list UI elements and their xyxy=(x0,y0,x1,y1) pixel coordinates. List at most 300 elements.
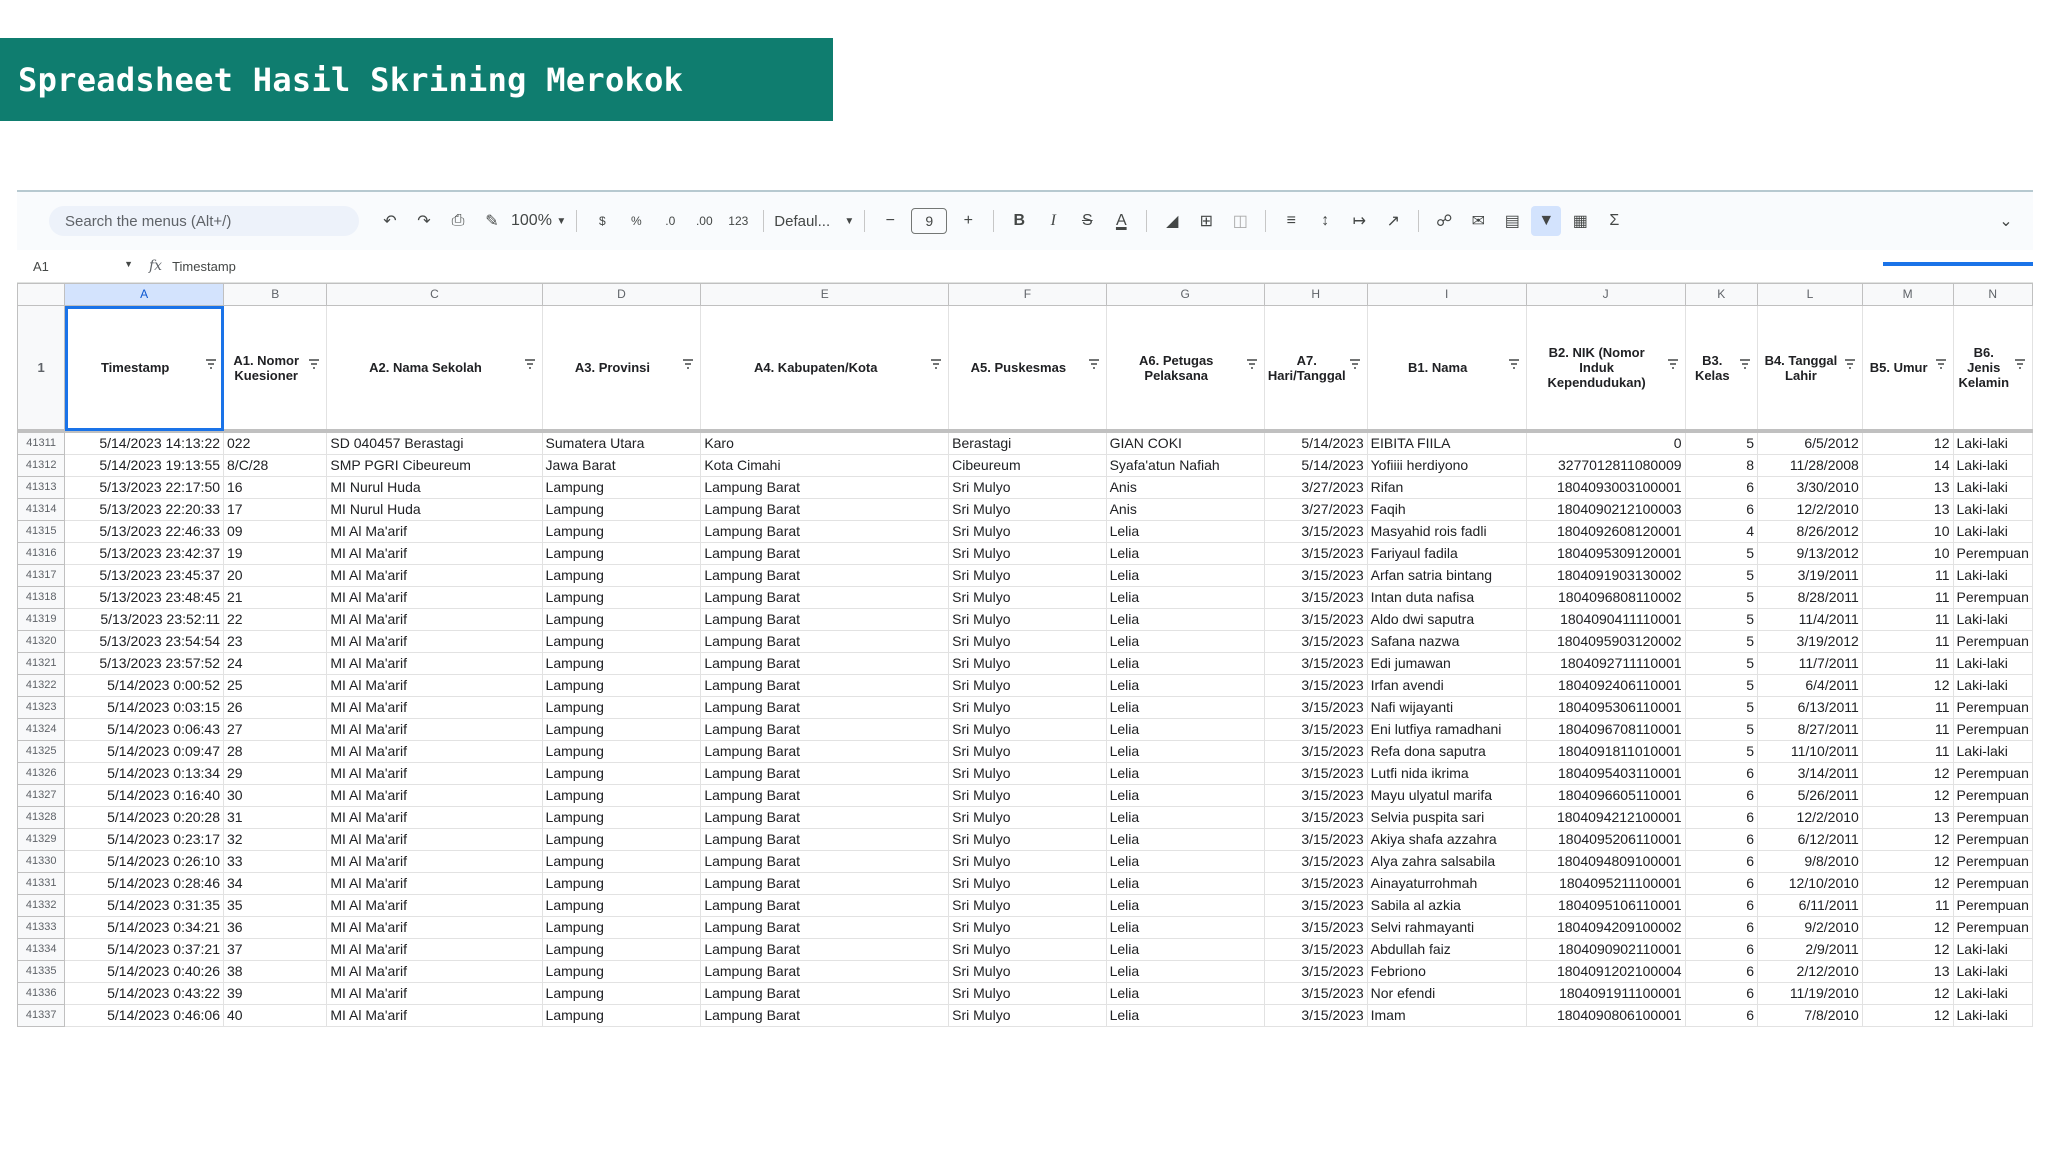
cell-prov[interactable]: Lampung xyxy=(542,807,701,829)
cell-sekolah[interactable]: MI Al Ma'arif xyxy=(327,785,542,807)
cell-lahir[interactable]: 6/5/2012 xyxy=(1758,431,1863,455)
cell-kab[interactable]: Lampung Barat xyxy=(701,829,949,851)
row-number[interactable]: 1 xyxy=(18,306,65,432)
row-number[interactable]: 41326 xyxy=(18,763,65,785)
cell-prov[interactable]: Lampung xyxy=(542,653,701,675)
cell-nik[interactable]: 0 xyxy=(1526,431,1685,455)
cell-ts[interactable]: 5/13/2023 23:45:37 xyxy=(65,565,224,587)
cell-kelas[interactable]: 5 xyxy=(1685,565,1757,587)
cell-prov[interactable]: Jawa Barat xyxy=(542,455,701,477)
cell-petugas[interactable]: Lelia xyxy=(1106,961,1264,983)
column-header-n[interactable]: N xyxy=(1953,284,2033,306)
cell-nik[interactable]: 1804090806100001 xyxy=(1526,1005,1685,1027)
fill-color-icon[interactable]: ◢ xyxy=(1166,213,1179,230)
cell-kelas[interactable]: 5 xyxy=(1685,609,1757,631)
cell-umur[interactable]: 11 xyxy=(1862,719,1953,741)
cell-no[interactable]: 28 xyxy=(224,741,327,763)
cell-sekolah[interactable]: MI Al Ma'arif xyxy=(327,939,542,961)
cell-kelas[interactable]: 6 xyxy=(1685,785,1757,807)
filter-icon[interactable] xyxy=(205,358,217,370)
cell-sekolah[interactable]: MI Al Ma'arif xyxy=(327,543,542,565)
text-rotation-icon[interactable]: ↗ xyxy=(1386,213,1400,230)
cell-nama[interactable]: Mayu ulyatul marifa xyxy=(1367,785,1526,807)
cell-petugas[interactable]: Lelia xyxy=(1106,697,1264,719)
font-size-input[interactable]: 9 xyxy=(911,208,947,234)
cell-pusk[interactable]: Sri Mulyo xyxy=(949,1005,1106,1027)
cell-jk[interactable]: Perempuan xyxy=(1953,631,2033,653)
cell-petugas[interactable]: GIAN COKI xyxy=(1106,431,1264,455)
cell-no[interactable]: 27 xyxy=(224,719,327,741)
cell-petugas[interactable]: Lelia xyxy=(1106,851,1264,873)
cell-umur[interactable]: 11 xyxy=(1862,653,1953,675)
cell-petugas[interactable]: Lelia xyxy=(1106,609,1264,631)
cell-tgl[interactable]: 3/15/2023 xyxy=(1264,763,1367,785)
cell-nik[interactable]: 1804095206110001 xyxy=(1526,829,1685,851)
strikethrough-icon[interactable]: S xyxy=(1081,212,1093,229)
cell-nik[interactable]: 1804090902110001 xyxy=(1526,939,1685,961)
cell-kelas[interactable]: 5 xyxy=(1685,675,1757,697)
cell-ts[interactable]: 5/13/2023 23:52:11 xyxy=(65,609,224,631)
cell-no[interactable]: 21 xyxy=(224,587,327,609)
filter-icon[interactable] xyxy=(1088,358,1100,370)
cell-nik[interactable]: 1804090411110001 xyxy=(1526,609,1685,631)
cell-kab[interactable]: Lampung Barat xyxy=(701,785,949,807)
cell-sekolah[interactable]: MI Al Ma'arif xyxy=(327,961,542,983)
header-cell-nik[interactable] xyxy=(1526,306,1685,432)
cell-nik[interactable]: 1804091911100001 xyxy=(1526,983,1685,1005)
cell-kelas[interactable]: 6 xyxy=(1685,829,1757,851)
cell-tgl[interactable]: 3/15/2023 xyxy=(1264,939,1367,961)
cell-kab[interactable]: Lampung Barat xyxy=(701,499,949,521)
cell-sekolah[interactable]: MI Al Ma'arif xyxy=(327,1005,542,1027)
text-color-icon[interactable]: A xyxy=(1115,212,1127,229)
cell-petugas[interactable]: Lelia xyxy=(1106,521,1264,543)
cell-lahir[interactable]: 3/19/2011 xyxy=(1758,565,1863,587)
zoom-select[interactable]: 100% ▼ xyxy=(511,212,567,229)
cell-lahir[interactable]: 11/4/2011 xyxy=(1758,609,1863,631)
cell-jk[interactable]: Laki-laki xyxy=(1953,939,2033,961)
row-number[interactable]: 41318 xyxy=(18,587,65,609)
cell-kab[interactable]: Lampung Barat xyxy=(701,851,949,873)
cell-prov[interactable]: Lampung xyxy=(542,675,701,697)
cell-no[interactable]: 22 xyxy=(224,609,327,631)
cell-jk[interactable]: Laki-laki xyxy=(1953,565,2033,587)
collapse-toolbar-icon[interactable]: ⌄ xyxy=(1999,213,2013,230)
cell-sekolah[interactable]: MI Nurul Huda xyxy=(327,477,542,499)
cell-kelas[interactable]: 6 xyxy=(1685,851,1757,873)
cell-tgl[interactable]: 3/15/2023 xyxy=(1264,851,1367,873)
cell-jk[interactable]: Perempuan xyxy=(1953,917,2033,939)
cell-prov[interactable]: Lampung xyxy=(542,895,701,917)
cell-sekolah[interactable]: MI Al Ma'arif xyxy=(327,917,542,939)
cell-pusk[interactable]: Sri Mulyo xyxy=(949,851,1106,873)
cell-nik[interactable]: 1804095309120001 xyxy=(1526,543,1685,565)
cell-pusk[interactable]: Sri Mulyo xyxy=(949,741,1106,763)
cell-ts[interactable]: 5/13/2023 23:48:45 xyxy=(65,587,224,609)
cell-umur[interactable]: 12 xyxy=(1862,939,1953,961)
cell-kab[interactable]: Lampung Barat xyxy=(701,675,949,697)
cell-nama[interactable]: Rifan xyxy=(1367,477,1526,499)
cell-nama[interactable]: Nafi wijayanti xyxy=(1367,697,1526,719)
cell-nama[interactable]: Faqih xyxy=(1367,499,1526,521)
cell-prov[interactable]: Lampung xyxy=(542,609,701,631)
cell-nama[interactable]: Alya zahra salsabila xyxy=(1367,851,1526,873)
cell-jk[interactable]: Laki-laki xyxy=(1953,455,2033,477)
cell-tgl[interactable]: 3/15/2023 xyxy=(1264,895,1367,917)
cell-jk[interactable]: Perempuan xyxy=(1953,851,2033,873)
filter-icon[interactable] xyxy=(1935,358,1947,370)
cell-kelas[interactable]: 6 xyxy=(1685,895,1757,917)
cell-umur[interactable]: 11 xyxy=(1862,697,1953,719)
row-number[interactable]: 41323 xyxy=(18,697,65,719)
filter-icon[interactable] xyxy=(1844,358,1856,370)
cell-jk[interactable]: Laki-laki xyxy=(1953,961,2033,983)
cell-umur[interactable]: 12 xyxy=(1862,785,1953,807)
cell-umur[interactable]: 11 xyxy=(1862,631,1953,653)
cell-sekolah[interactable]: MI Al Ma'arif xyxy=(327,763,542,785)
cell-lahir[interactable]: 11/28/2008 xyxy=(1758,455,1863,477)
cell-pusk[interactable]: Cibeureum xyxy=(949,455,1106,477)
cell-umur[interactable]: 12 xyxy=(1862,829,1953,851)
cell-jk[interactable]: Laki-laki xyxy=(1953,477,2033,499)
cell-prov[interactable]: Lampung xyxy=(542,499,701,521)
cell-ts[interactable]: 5/14/2023 0:03:15 xyxy=(65,697,224,719)
cell-umur[interactable]: 14 xyxy=(1862,455,1953,477)
cell-tgl[interactable]: 3/15/2023 xyxy=(1264,785,1367,807)
cell-umur[interactable]: 11 xyxy=(1862,609,1953,631)
cell-kelas[interactable]: 5 xyxy=(1685,697,1757,719)
cell-prov[interactable]: Lampung xyxy=(542,917,701,939)
cell-nik[interactable]: 1804096808110002 xyxy=(1526,587,1685,609)
cell-ts[interactable]: 5/13/2023 22:17:50 xyxy=(65,477,224,499)
cell-kab[interactable]: Lampung Barat xyxy=(701,587,949,609)
cell-nama[interactable]: Eni lutfiya ramadhani xyxy=(1367,719,1526,741)
cell-no[interactable]: 34 xyxy=(224,873,327,895)
cell-umur[interactable]: 12 xyxy=(1862,763,1953,785)
cell-pusk[interactable]: Sri Mulyo xyxy=(949,543,1106,565)
print-icon[interactable]: ⎙ xyxy=(451,212,465,229)
cell-jk[interactable]: Perempuan xyxy=(1953,895,2033,917)
currency-format-button[interactable]: $ xyxy=(598,214,606,228)
cell-sekolah[interactable]: MI Al Ma'arif xyxy=(327,829,542,851)
cell-kelas[interactable]: 6 xyxy=(1685,477,1757,499)
cell-kelas[interactable]: 6 xyxy=(1685,983,1757,1005)
cell-petugas[interactable]: Lelia xyxy=(1106,675,1264,697)
cell-prov[interactable]: Lampung xyxy=(542,983,701,1005)
cell-kelas[interactable]: 5 xyxy=(1685,653,1757,675)
cell-tgl[interactable]: 3/15/2023 xyxy=(1264,741,1367,763)
cell-no[interactable]: 33 xyxy=(224,851,327,873)
cell-prov[interactable]: Lampung xyxy=(542,631,701,653)
cell-tgl[interactable]: 3/27/2023 xyxy=(1264,477,1367,499)
cell-pusk[interactable]: Sri Mulyo xyxy=(949,653,1106,675)
cell-umur[interactable]: 13 xyxy=(1862,961,1953,983)
cell-no[interactable]: 16 xyxy=(224,477,327,499)
cell-sekolah[interactable]: MI Nurul Huda xyxy=(327,499,542,521)
cell-pusk[interactable]: Sri Mulyo xyxy=(949,917,1106,939)
row-number[interactable]: 41320 xyxy=(18,631,65,653)
cell-petugas[interactable]: Lelia xyxy=(1106,763,1264,785)
cell-jk[interactable]: Laki-laki xyxy=(1953,521,2033,543)
cell-nik[interactable]: 1804093003100001 xyxy=(1526,477,1685,499)
cell-ts[interactable]: 5/13/2023 23:57:52 xyxy=(65,653,224,675)
cell-nama[interactable]: Yofiiii herdiyono xyxy=(1367,455,1526,477)
row-number[interactable]: 41333 xyxy=(18,917,65,939)
cell-no[interactable]: 36 xyxy=(224,917,327,939)
cell-kab[interactable]: Lampung Barat xyxy=(701,609,949,631)
cell-no[interactable]: 39 xyxy=(224,983,327,1005)
cell-kelas[interactable]: 4 xyxy=(1685,521,1757,543)
cell-nik[interactable]: 1804092406110001 xyxy=(1526,675,1685,697)
cell-kelas[interactable]: 6 xyxy=(1685,873,1757,895)
cell-ts[interactable]: 5/14/2023 0:00:52 xyxy=(65,675,224,697)
cell-tgl[interactable]: 3/15/2023 xyxy=(1264,543,1367,565)
cell-prov[interactable]: Lampung xyxy=(542,785,701,807)
cell-umur[interactable]: 10 xyxy=(1862,521,1953,543)
cell-tgl[interactable]: 3/15/2023 xyxy=(1264,697,1367,719)
column-header-c[interactable]: C xyxy=(327,284,542,306)
cell-jk[interactable]: Laki-laki xyxy=(1953,431,2033,455)
cell-nama[interactable]: Lutfi nida ikrima xyxy=(1367,763,1526,785)
cell-ts[interactable]: 5/13/2023 22:20:33 xyxy=(65,499,224,521)
cell-kelas[interactable]: 5 xyxy=(1685,543,1757,565)
cell-nama[interactable]: Selvia puspita sari xyxy=(1367,807,1526,829)
cell-umur[interactable]: 12 xyxy=(1862,1005,1953,1027)
cell-lahir[interactable]: 8/27/2011 xyxy=(1758,719,1863,741)
cell-nik[interactable]: 1804095106110001 xyxy=(1526,895,1685,917)
cell-lahir[interactable]: 2/12/2010 xyxy=(1758,961,1863,983)
cell-pusk[interactable]: Sri Mulyo xyxy=(949,873,1106,895)
row-number[interactable]: 41329 xyxy=(18,829,65,851)
cell-pusk[interactable]: Sri Mulyo xyxy=(949,939,1106,961)
cell-prov[interactable]: Lampung xyxy=(542,521,701,543)
cell-sekolah[interactable]: SD 040457 Berastagi xyxy=(327,431,542,455)
cell-prov[interactable]: Lampung xyxy=(542,477,701,499)
cell-lahir[interactable]: 9/13/2012 xyxy=(1758,543,1863,565)
cell-pusk[interactable]: Sri Mulyo xyxy=(949,697,1106,719)
cell-petugas[interactable]: Lelia xyxy=(1106,785,1264,807)
cell-ts[interactable]: 5/13/2023 23:42:37 xyxy=(65,543,224,565)
cell-sekolah[interactable]: MI Al Ma'arif xyxy=(327,895,542,917)
cell-sekolah[interactable]: MI Al Ma'arif xyxy=(327,653,542,675)
row-number[interactable]: 41317 xyxy=(18,565,65,587)
column-header-m[interactable]: M xyxy=(1862,284,1953,306)
header-cell-lahir[interactable] xyxy=(1758,306,1863,432)
insert-chart-icon[interactable]: ▤ xyxy=(1504,213,1520,230)
header-cell-kelas[interactable] xyxy=(1685,306,1757,432)
header-cell-tgl[interactable] xyxy=(1264,306,1367,432)
cell-kab[interactable]: Lampung Barat xyxy=(701,741,949,763)
cell-ts[interactable]: 5/13/2023 22:46:33 xyxy=(65,521,224,543)
cell-petugas[interactable]: Lelia xyxy=(1106,543,1264,565)
cell-umur[interactable]: 11 xyxy=(1862,565,1953,587)
cell-lahir[interactable]: 5/26/2011 xyxy=(1758,785,1863,807)
row-number[interactable]: 41325 xyxy=(18,741,65,763)
cell-pusk[interactable]: Sri Mulyo xyxy=(949,763,1106,785)
cell-kab[interactable]: Lampung Barat xyxy=(701,917,949,939)
filter-icon[interactable] xyxy=(682,358,694,370)
cell-nama[interactable]: Fariyaul fadila xyxy=(1367,543,1526,565)
cell-kelas[interactable]: 6 xyxy=(1685,939,1757,961)
cell-no[interactable]: 35 xyxy=(224,895,327,917)
cell-jk[interactable]: Laki-laki xyxy=(1953,675,2033,697)
cell-prov[interactable]: Lampung xyxy=(542,961,701,983)
cell-tgl[interactable]: 3/15/2023 xyxy=(1264,653,1367,675)
cell-ts[interactable]: 5/14/2023 0:34:21 xyxy=(65,917,224,939)
horizontal-align-icon[interactable]: ≡ xyxy=(1286,212,1296,229)
column-header-j[interactable]: J xyxy=(1526,284,1685,306)
cell-jk[interactable]: Perempuan xyxy=(1953,807,2033,829)
column-header-l[interactable]: L xyxy=(1758,284,1863,306)
cell-lahir[interactable]: 3/14/2011 xyxy=(1758,763,1863,785)
cell-tgl[interactable]: 3/15/2023 xyxy=(1264,807,1367,829)
cell-petugas[interactable]: Lelia xyxy=(1106,741,1264,763)
cell-tgl[interactable]: 3/27/2023 xyxy=(1264,499,1367,521)
cell-lahir[interactable]: 7/8/2010 xyxy=(1758,1005,1863,1027)
cell-jk[interactable]: Perempuan xyxy=(1953,587,2033,609)
cell-lahir[interactable]: 6/12/2011 xyxy=(1758,829,1863,851)
cell-prov[interactable]: Sumatera Utara xyxy=(542,431,701,455)
cell-jk[interactable]: Perempuan xyxy=(1953,829,2033,851)
cell-petugas[interactable]: Lelia xyxy=(1106,873,1264,895)
cell-ts[interactable]: 5/14/2023 0:26:10 xyxy=(65,851,224,873)
cell-kab[interactable]: Lampung Barat xyxy=(701,1005,949,1027)
cell-sekolah[interactable]: MI Al Ma'arif xyxy=(327,807,542,829)
cell-nik[interactable]: 1804095903120002 xyxy=(1526,631,1685,653)
cell-kelas[interactable]: 5 xyxy=(1685,741,1757,763)
cell-lahir[interactable]: 6/4/2011 xyxy=(1758,675,1863,697)
cell-nik[interactable]: 1804095211100001 xyxy=(1526,873,1685,895)
header-cell-ts[interactable] xyxy=(65,306,224,432)
cell-jk[interactable]: Laki-laki xyxy=(1953,741,2033,763)
cell-nama[interactable]: Akiya shafa azzahra xyxy=(1367,829,1526,851)
cell-nama[interactable]: Edi jumawan xyxy=(1367,653,1526,675)
cell-nik[interactable]: 1804095306110001 xyxy=(1526,697,1685,719)
cell-petugas[interactable]: Lelia xyxy=(1106,895,1264,917)
cell-tgl[interactable]: 5/14/2023 xyxy=(1264,455,1367,477)
cell-sekolah[interactable]: MI Al Ma'arif xyxy=(327,565,542,587)
header-cell-umur[interactable] xyxy=(1862,306,1953,432)
filter-views-icon[interactable]: ▦ xyxy=(1572,213,1588,230)
cell-tgl[interactable]: 3/15/2023 xyxy=(1264,1005,1367,1027)
filter-icon[interactable] xyxy=(1667,358,1679,370)
cell-kelas[interactable]: 6 xyxy=(1685,961,1757,983)
increase-font-size-icon[interactable]: + xyxy=(963,212,973,229)
cell-umur[interactable]: 12 xyxy=(1862,851,1953,873)
cell-kab[interactable]: Lampung Barat xyxy=(701,631,949,653)
cell-jk[interactable]: Perempuan xyxy=(1953,873,2033,895)
cell-sekolah[interactable]: MI Al Ma'arif xyxy=(327,631,542,653)
cell-petugas[interactable]: Syafa'atun Nafiah xyxy=(1106,455,1264,477)
cell-ts[interactable]: 5/14/2023 0:43:22 xyxy=(65,983,224,1005)
cell-no[interactable]: 26 xyxy=(224,697,327,719)
cell-pusk[interactable]: Sri Mulyo xyxy=(949,983,1106,1005)
cell-prov[interactable]: Lampung xyxy=(542,829,701,851)
cell-nik[interactable]: 1804096605110001 xyxy=(1526,785,1685,807)
cell-nama[interactable]: Intan duta nafisa xyxy=(1367,587,1526,609)
italic-button[interactable]: I xyxy=(1050,212,1056,229)
cell-lahir[interactable]: 9/2/2010 xyxy=(1758,917,1863,939)
cell-nama[interactable]: EIBITA FIILA xyxy=(1367,431,1526,455)
cell-kab[interactable]: Lampung Barat xyxy=(701,873,949,895)
row-number[interactable]: 41328 xyxy=(18,807,65,829)
cell-lahir[interactable]: 6/11/2011 xyxy=(1758,895,1863,917)
cell-prov[interactable]: Lampung xyxy=(542,565,701,587)
row-number[interactable]: 41327 xyxy=(18,785,65,807)
filter-icon[interactable] xyxy=(930,358,942,370)
menu-search-input[interactable]: Search the menus (Alt+/) xyxy=(49,206,359,236)
cell-nik[interactable]: 1804096708110001 xyxy=(1526,719,1685,741)
cell-pusk[interactable]: Sri Mulyo xyxy=(949,631,1106,653)
cell-sekolah[interactable]: MI Al Ma'arif xyxy=(327,609,542,631)
cell-nik[interactable]: 1804091903130002 xyxy=(1526,565,1685,587)
cell-sekolah[interactable]: MI Al Ma'arif xyxy=(327,983,542,1005)
cell-kab[interactable]: Lampung Barat xyxy=(701,565,949,587)
cell-petugas[interactable]: Lelia xyxy=(1106,565,1264,587)
cell-sekolah[interactable]: SMP PGRI Cibeureum xyxy=(327,455,542,477)
cell-no[interactable]: 23 xyxy=(224,631,327,653)
cell-kelas[interactable]: 5 xyxy=(1685,431,1757,455)
cell-umur[interactable]: 13 xyxy=(1862,499,1953,521)
cell-ts[interactable]: 5/14/2023 0:23:17 xyxy=(65,829,224,851)
cell-jk[interactable]: Laki-laki xyxy=(1953,983,2033,1005)
cell-kelas[interactable]: 6 xyxy=(1685,763,1757,785)
cell-tgl[interactable]: 3/15/2023 xyxy=(1264,719,1367,741)
percent-format-button[interactable]: % xyxy=(630,214,642,228)
cell-kab[interactable]: Lampung Barat xyxy=(701,763,949,785)
column-header-k[interactable]: K xyxy=(1685,284,1757,306)
cell-ts[interactable]: 5/14/2023 14:13:22 xyxy=(65,431,224,455)
cell-tgl[interactable]: 3/15/2023 xyxy=(1264,609,1367,631)
cell-lahir[interactable]: 12/2/2010 xyxy=(1758,499,1863,521)
cell-ts[interactable]: 5/14/2023 0:37:21 xyxy=(65,939,224,961)
cell-ts[interactable]: 5/14/2023 0:09:47 xyxy=(65,741,224,763)
cell-petugas[interactable]: Lelia xyxy=(1106,719,1264,741)
row-number[interactable]: 41335 xyxy=(18,961,65,983)
cell-tgl[interactable]: 3/15/2023 xyxy=(1264,873,1367,895)
cell-ts[interactable]: 5/14/2023 0:16:40 xyxy=(65,785,224,807)
merge-cells-icon[interactable]: ◫ xyxy=(1232,213,1248,230)
cell-petugas[interactable]: Lelia xyxy=(1106,631,1264,653)
cell-kelas[interactable]: 6 xyxy=(1685,499,1757,521)
cell-ts[interactable]: 5/14/2023 0:13:34 xyxy=(65,763,224,785)
cell-ts[interactable]: 5/14/2023 0:06:43 xyxy=(65,719,224,741)
row-number[interactable]: 41322 xyxy=(18,675,65,697)
cell-prov[interactable]: Lampung xyxy=(542,939,701,961)
cell-no[interactable]: 022 xyxy=(224,431,327,455)
cell-lahir[interactable]: 12/2/2010 xyxy=(1758,807,1863,829)
borders-icon[interactable]: ⊞ xyxy=(1199,213,1213,230)
name-box[interactable]: A1 ▼ xyxy=(33,258,133,274)
cell-ts[interactable]: 5/13/2023 23:54:54 xyxy=(65,631,224,653)
row-number[interactable]: 41321 xyxy=(18,653,65,675)
cell-umur[interactable]: 12 xyxy=(1862,431,1953,455)
cell-nik[interactable]: 1804091811010001 xyxy=(1526,741,1685,763)
cell-sekolah[interactable]: MI Al Ma'arif xyxy=(327,675,542,697)
cell-pusk[interactable]: Sri Mulyo xyxy=(949,477,1106,499)
cell-kab[interactable]: Lampung Barat xyxy=(701,939,949,961)
row-number[interactable]: 41331 xyxy=(18,873,65,895)
cell-no[interactable]: 37 xyxy=(224,939,327,961)
cell-kelas[interactable]: 5 xyxy=(1685,587,1757,609)
cell-lahir[interactable]: 11/7/2011 xyxy=(1758,653,1863,675)
cell-nik[interactable]: 1804091202100004 xyxy=(1526,961,1685,983)
cell-nama[interactable]: Ainayaturrohmah xyxy=(1367,873,1526,895)
cell-petugas[interactable]: Anis xyxy=(1106,477,1264,499)
cell-tgl[interactable]: 3/15/2023 xyxy=(1264,983,1367,1005)
cell-nama[interactable]: Sabila al azkia xyxy=(1367,895,1526,917)
cell-nama[interactable]: Refa dona saputra xyxy=(1367,741,1526,763)
